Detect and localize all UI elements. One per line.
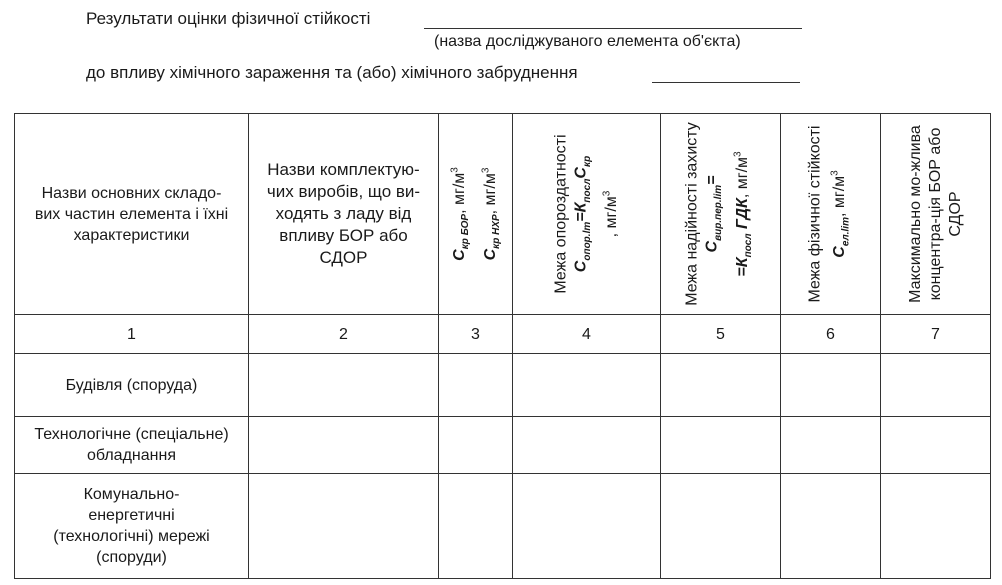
col-header-4: Межа опороздатності $С_{опор.lm}=К_{посл}С_{кр}$ , $мг/м^3$ xyxy=(513,114,661,315)
col-number: 1 xyxy=(15,315,249,354)
table-cell[interactable] xyxy=(249,417,439,474)
col-number: 3 xyxy=(439,315,513,354)
table-row xyxy=(15,354,991,417)
table-cell[interactable] xyxy=(439,354,513,417)
col-number: 5 xyxy=(661,315,781,354)
col-header-6: Межа фізичної стійкості $С_{ел.lim}$, $мг/м^3$ xyxy=(781,114,881,315)
title-line-2-blank xyxy=(652,82,800,83)
table-cell[interactable] xyxy=(661,474,781,579)
element-name-caption: (назва досліджуваного елемента об'єкта) xyxy=(434,33,741,50)
title-line-2: до впливу хімічного зараження та (або) хімічного забруднення xyxy=(86,63,578,82)
table-cell[interactable] xyxy=(513,474,661,579)
table-cell[interactable] xyxy=(781,417,881,474)
row-label-networks: Комунально-енергетичні (технологічні) мережі (споруди) xyxy=(15,474,249,579)
table-cell[interactable] xyxy=(249,354,439,417)
col-number: 2 xyxy=(249,315,439,354)
col-header-7: Максимально мо-жлива концентра-ція БОР або СДОР xyxy=(881,114,991,315)
table-cell[interactable] xyxy=(881,354,991,417)
col-number: 6 xyxy=(781,315,881,354)
table-cell[interactable] xyxy=(661,354,781,417)
title-line-1: Результати оцінки фізичної стійкості xyxy=(86,9,371,28)
column-number-row xyxy=(15,315,991,354)
row-label-equipment: Технологічне (спеціальне) обладнання xyxy=(15,417,249,474)
element-name-blank xyxy=(424,28,802,29)
col-header-5: Межа надійності захисту $С_{вир.пер.lim}=$ $=К_{посл}$ ГДК, $мг/м^3$ xyxy=(661,114,781,315)
col-header-1: Назви основних складо-вих частин елемента і їхні характеристики xyxy=(15,114,249,315)
assessment-table xyxy=(14,113,991,579)
table-row xyxy=(15,417,991,474)
col-header-3: $С_{кр БОР}$, $мг/м^3$ $С_{кр НХР}$, $мг/м^3$ xyxy=(439,114,513,315)
table-cell[interactable] xyxy=(513,354,661,417)
table-cell[interactable] xyxy=(513,417,661,474)
col-number: 7 xyxy=(881,315,991,354)
table-cell[interactable] xyxy=(781,354,881,417)
table-cell[interactable] xyxy=(439,417,513,474)
col-header-2: Назви комплектую-чих виробів, що ви-ходять з ладу від впливу БОР або СДОР xyxy=(249,114,439,315)
table-cell[interactable] xyxy=(249,474,439,579)
table-cell[interactable] xyxy=(661,417,781,474)
table-cell[interactable] xyxy=(881,417,991,474)
table-cell[interactable] xyxy=(881,474,991,579)
table-cell[interactable] xyxy=(439,474,513,579)
table-row xyxy=(15,474,991,579)
header-row xyxy=(15,114,991,315)
row-label-building: Будівля (споруда) xyxy=(15,354,249,417)
table-cell[interactable] xyxy=(781,474,881,579)
col-number: 4 xyxy=(513,315,661,354)
